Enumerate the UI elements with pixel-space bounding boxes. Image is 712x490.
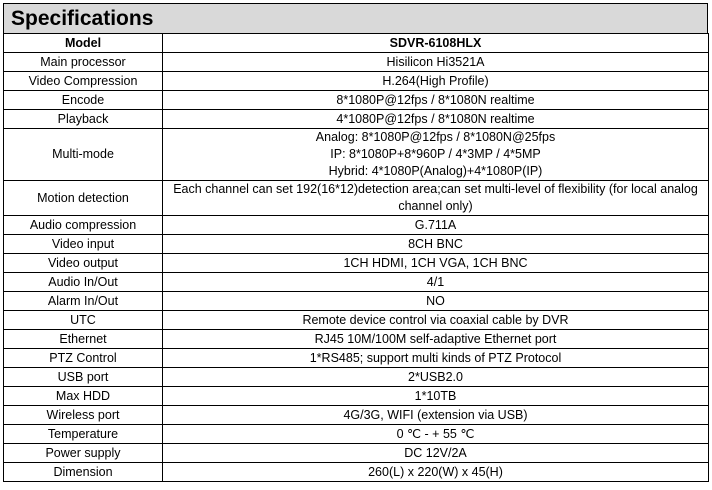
row-value: 8*1080P@12fps / 8*1080N realtime — [163, 91, 709, 110]
table-row — [4, 53, 709, 72]
row-value: 4/1 — [163, 273, 709, 292]
row-value: G.711A — [163, 216, 709, 235]
row-value: 260(L) x 220(W) x 45(H) — [163, 463, 709, 482]
title-bar — [3, 3, 708, 33]
table-row — [4, 110, 709, 129]
multimode-line: Analog: 8*1080P@12fps / 8*1080N@25fps — [315, 130, 556, 144]
table-row — [4, 311, 709, 330]
row-value: RJ45 10M/100M self-adaptive Ethernet port — [163, 330, 709, 349]
table-row — [4, 425, 709, 444]
table-row — [4, 72, 709, 91]
row-label: Audio compression — [4, 216, 163, 235]
table-row — [4, 463, 709, 482]
header-value: SDVR-6108HLX — [163, 34, 709, 53]
table-row — [4, 91, 709, 110]
table-row-multimode — [4, 129, 709, 181]
row-value: Hisilicon Hi3521A — [163, 53, 709, 72]
row-value-multimode — [163, 129, 709, 181]
row-label: Multi-mode — [4, 129, 163, 181]
table-row — [4, 368, 709, 387]
row-label: Power supply — [4, 444, 163, 463]
row-label: USB port — [4, 368, 163, 387]
header-label: Model — [4, 34, 163, 53]
table-row — [4, 387, 709, 406]
table-header-row — [4, 34, 709, 53]
row-value: 4*1080P@12fps / 8*1080N realtime — [163, 110, 709, 129]
table-row — [4, 349, 709, 368]
page-title: Specifications — [11, 7, 154, 30]
row-label: Ethernet — [4, 330, 163, 349]
spec-table — [3, 33, 709, 482]
row-label: Alarm In/Out — [4, 292, 163, 311]
row-value: NO — [163, 292, 709, 311]
row-value: 8CH BNC — [163, 235, 709, 254]
table-row — [4, 406, 709, 425]
table-row — [4, 216, 709, 235]
row-label: Temperature — [4, 425, 163, 444]
row-value: 4G/3G, WIFI (extension via USB) — [163, 406, 709, 425]
table-row — [4, 292, 709, 311]
row-value: 1*10TB — [163, 387, 709, 406]
row-label: Wireless port — [4, 406, 163, 425]
row-label: Dimension — [4, 463, 163, 482]
row-label: PTZ Control — [4, 349, 163, 368]
row-label: Encode — [4, 91, 163, 110]
table-row — [4, 330, 709, 349]
multimode-line: IP: 8*1080P+8*960P / 4*3MP / 4*5MP — [330, 147, 541, 161]
row-value: Remote device control via coaxial cable by DVR — [163, 311, 709, 330]
table-row-motion — [4, 181, 709, 216]
row-label: Video Compression — [4, 72, 163, 91]
row-value-motion: Each channel can set 192(16*12)detection area;can set multi-level of flexibility (for local analog channel only) — [163, 181, 709, 216]
row-label: Video output — [4, 254, 163, 273]
row-value: DC 12V/2A — [163, 444, 709, 463]
row-value: 2*USB2.0 — [163, 368, 709, 387]
row-value: 1*RS485; support multi kinds of PTZ Protocol — [163, 349, 709, 368]
table-row — [4, 254, 709, 273]
row-value: 0 ℃ - + 55 ℃ — [163, 425, 709, 444]
table-row — [4, 444, 709, 463]
row-label: UTC — [4, 311, 163, 330]
table-row — [4, 273, 709, 292]
row-value: H.264(High Profile) — [163, 72, 709, 91]
multimode-line: Hybrid: 4*1080P(Analog)+4*1080P(IP) — [328, 164, 543, 178]
row-value: 1CH HDMI, 1CH VGA, 1CH BNC — [163, 254, 709, 273]
table-row — [4, 235, 709, 254]
row-label: Main processor — [4, 53, 163, 72]
row-label: Max HDD — [4, 387, 163, 406]
row-label: Playback — [4, 110, 163, 129]
row-label: Motion detection — [4, 181, 163, 216]
row-label: Audio In/Out — [4, 273, 163, 292]
row-label: Video input — [4, 235, 163, 254]
